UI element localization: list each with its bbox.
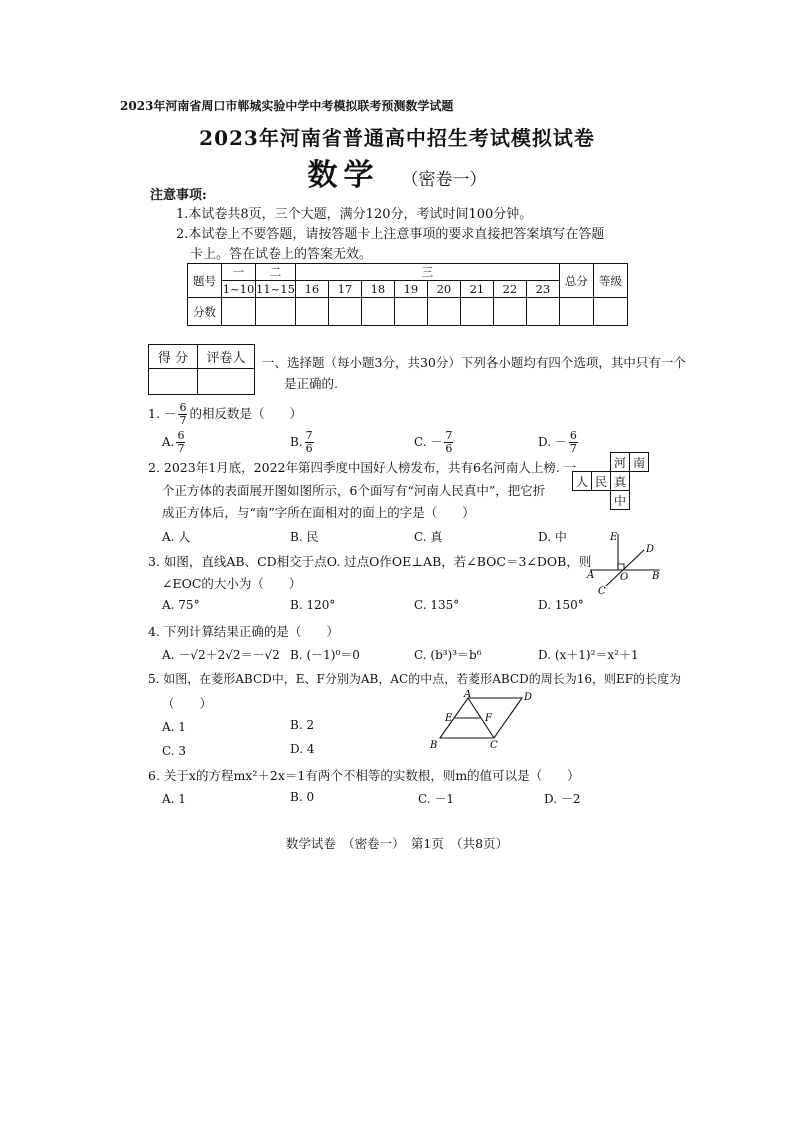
total-header: 总分 [559, 264, 593, 298]
rhombus-figure [426, 690, 538, 752]
section-header: 二 [256, 264, 296, 281]
exam-title: 2023年河南省普通高中招生考试模拟试卷 [199, 126, 595, 150]
point-label: B [652, 571, 660, 582]
question-number-cell: 22 [493, 281, 526, 298]
point-label: O [620, 572, 629, 583]
option-c[interactable]: C. 3 [162, 744, 187, 758]
option-d[interactable]: D. 150° [538, 598, 584, 612]
point-label: B [430, 740, 438, 751]
point-label: D [646, 544, 655, 555]
section-one-title-line: 一、选择题（每小题3分，共30分）下列各小题均有四个选项，其中只有一个 [262, 355, 686, 370]
point-label: E [610, 532, 618, 543]
option-c[interactable]: C. －1 [418, 792, 455, 806]
option-d[interactable]: D. －2 [544, 792, 581, 806]
score-cell [593, 298, 627, 326]
option-d[interactable]: D. 中 [538, 530, 567, 544]
score-row-label: 分数 [188, 298, 222, 326]
question-3-line: ∠EOC的大小为（ ） [162, 576, 302, 591]
option-d[interactable]: D. － $\frac{6}{7}$ [538, 429, 577, 455]
option-c[interactable]: C. － $\frac{7}{6}$ [414, 429, 453, 455]
point-label: A [587, 570, 595, 581]
row-label: 题号 [188, 264, 222, 298]
score-cell [427, 298, 460, 326]
section-one-title [262, 352, 686, 394]
range-cell: 11~15 [256, 282, 295, 296]
score-cell [493, 298, 526, 326]
subject-title: 数学 [307, 158, 380, 193]
score-cell [256, 298, 296, 326]
question-4-line: 4. 下列计算结果正确的是（ ） [148, 624, 339, 639]
option-b[interactable]: B. 120° [290, 598, 336, 612]
score-cell [361, 298, 394, 326]
grade-header: 等级 [593, 264, 627, 298]
question-text: 的相反数是（ ） [189, 406, 302, 421]
option-c[interactable]: C. 135° [414, 598, 460, 612]
point-label: F [485, 713, 492, 724]
score-cell [295, 298, 328, 326]
option-a[interactable]: A. 人 [162, 530, 191, 544]
question-2-line: 2. 2023年1月底，2022年第四季度中国好人榜发布，共有6名河南人上榜. 一 [148, 460, 577, 475]
score-cell [460, 298, 493, 326]
question-number-cell: 17 [328, 281, 361, 298]
question-5-line: 5. 如图，在菱形ABCD中，E、F分别为AB，AC的中点，若菱形ABCD的周长为16，则EF的长度为 [148, 672, 682, 686]
question-number-cell: 23 [526, 281, 559, 298]
question-number-cell: 19 [394, 281, 427, 298]
option-c[interactable]: C. 真 [414, 530, 443, 544]
question-number: 1. [148, 406, 160, 421]
reviewer-label: 评卷人 [198, 345, 255, 369]
question-6-line: 6. 关于x的方程mx²＋2x＝1有两个不相等的实数根，则m的值可以是（ ） [148, 768, 580, 783]
grader-box [148, 344, 255, 395]
option-b[interactable]: B. $\frac{7}{6}$ [290, 429, 313, 455]
option-a[interactable]: A. $\frac{6}{7}$ [162, 429, 185, 455]
point-label: D [524, 692, 533, 703]
option-b[interactable]: B. 民 [290, 530, 319, 544]
option-b[interactable]: B. 2 [290, 718, 315, 732]
score-cell [559, 298, 593, 326]
notes-heading: 注意事项: [150, 188, 207, 203]
paper-variant: （密卷一） [401, 170, 487, 190]
option-d[interactable]: D. (x＋1)²＝x²＋1 [538, 648, 639, 662]
question-5-line: （ ） [162, 696, 213, 711]
score-cell [394, 298, 427, 326]
cube-face: 中 [611, 491, 630, 510]
score-cell [149, 369, 198, 395]
option-c[interactable]: C. (b³)³＝b⁶ [414, 648, 482, 662]
subject-line [0, 150, 794, 194]
point-label: C [598, 586, 606, 596]
point-label: E [445, 713, 453, 724]
cube-face: 真 [611, 472, 630, 491]
point-label: C [490, 740, 498, 751]
section-header: 一 [222, 264, 256, 281]
fraction: $\frac{6}{7}$ [179, 401, 187, 427]
option-a[interactable]: A. 1 [162, 720, 186, 734]
question-3-line: 3. 如图，直线AB、CD相交于点O. 过点O作OE⊥AB，若∠BOC＝3∠DOB，则 [148, 554, 592, 569]
option-b[interactable]: B. (－1)⁰＝0 [290, 648, 360, 662]
option-a[interactable]: A. 75° [162, 598, 200, 612]
cube-face: 河 [611, 453, 630, 472]
note-item: 2.本试卷上不要答题，请按答题卡上注意事项的要求直接把答案填写在答题 [176, 227, 605, 242]
score-label: 得 分 [149, 345, 198, 369]
question-number-cell: 16 [295, 281, 328, 298]
question-number-cell: 21 [460, 281, 493, 298]
range-cell: 1~10 [222, 282, 255, 296]
question-number-cell: 20 [427, 281, 460, 298]
section-header: 三 [295, 264, 559, 281]
intersecting-lines-figure [584, 530, 664, 596]
cube-face: 人 [573, 472, 592, 491]
note-item: 1.本试卷共8页，三个大题，满分120分，考试时间100分钟。 [176, 207, 533, 222]
option-b[interactable]: B. 0 [290, 790, 315, 804]
section-one-title-cont: 是正确的. [284, 376, 338, 391]
score-cell [222, 298, 256, 326]
minus-sign: － [163, 406, 177, 421]
option-d[interactable]: D. 4 [290, 742, 315, 756]
score-cell [328, 298, 361, 326]
note-item: 卡上。答在试卷上的答案无效。 [190, 247, 373, 262]
cube-face: 民 [592, 472, 611, 491]
score-table [187, 263, 628, 326]
question-2-line: 个正方体的表面展开图如图所示，6个面写有“河南人民真中”，把它折 [162, 483, 546, 498]
document-header: 2023年河南省周口市郸城实验中学中考模拟联考预测数学试题 [120, 99, 454, 113]
question-number-cell: 18 [361, 281, 394, 298]
question-2-line: 成正方体后，与“南”字所在面相对的面上的字是（ ） [162, 505, 475, 520]
cube-net-figure [572, 452, 649, 510]
option-a[interactable]: A. －√2＋2√2＝－√2 [162, 648, 280, 662]
score-cell [526, 298, 559, 326]
cube-face: 南 [630, 453, 649, 472]
question-1 [148, 402, 302, 427]
point-label: A [464, 690, 472, 700]
reviewer-cell [198, 369, 255, 395]
option-a[interactable]: A. 1 [162, 792, 186, 806]
page-footer: 数学试卷 （密卷一） 第1页 （共8页） [285, 836, 509, 851]
